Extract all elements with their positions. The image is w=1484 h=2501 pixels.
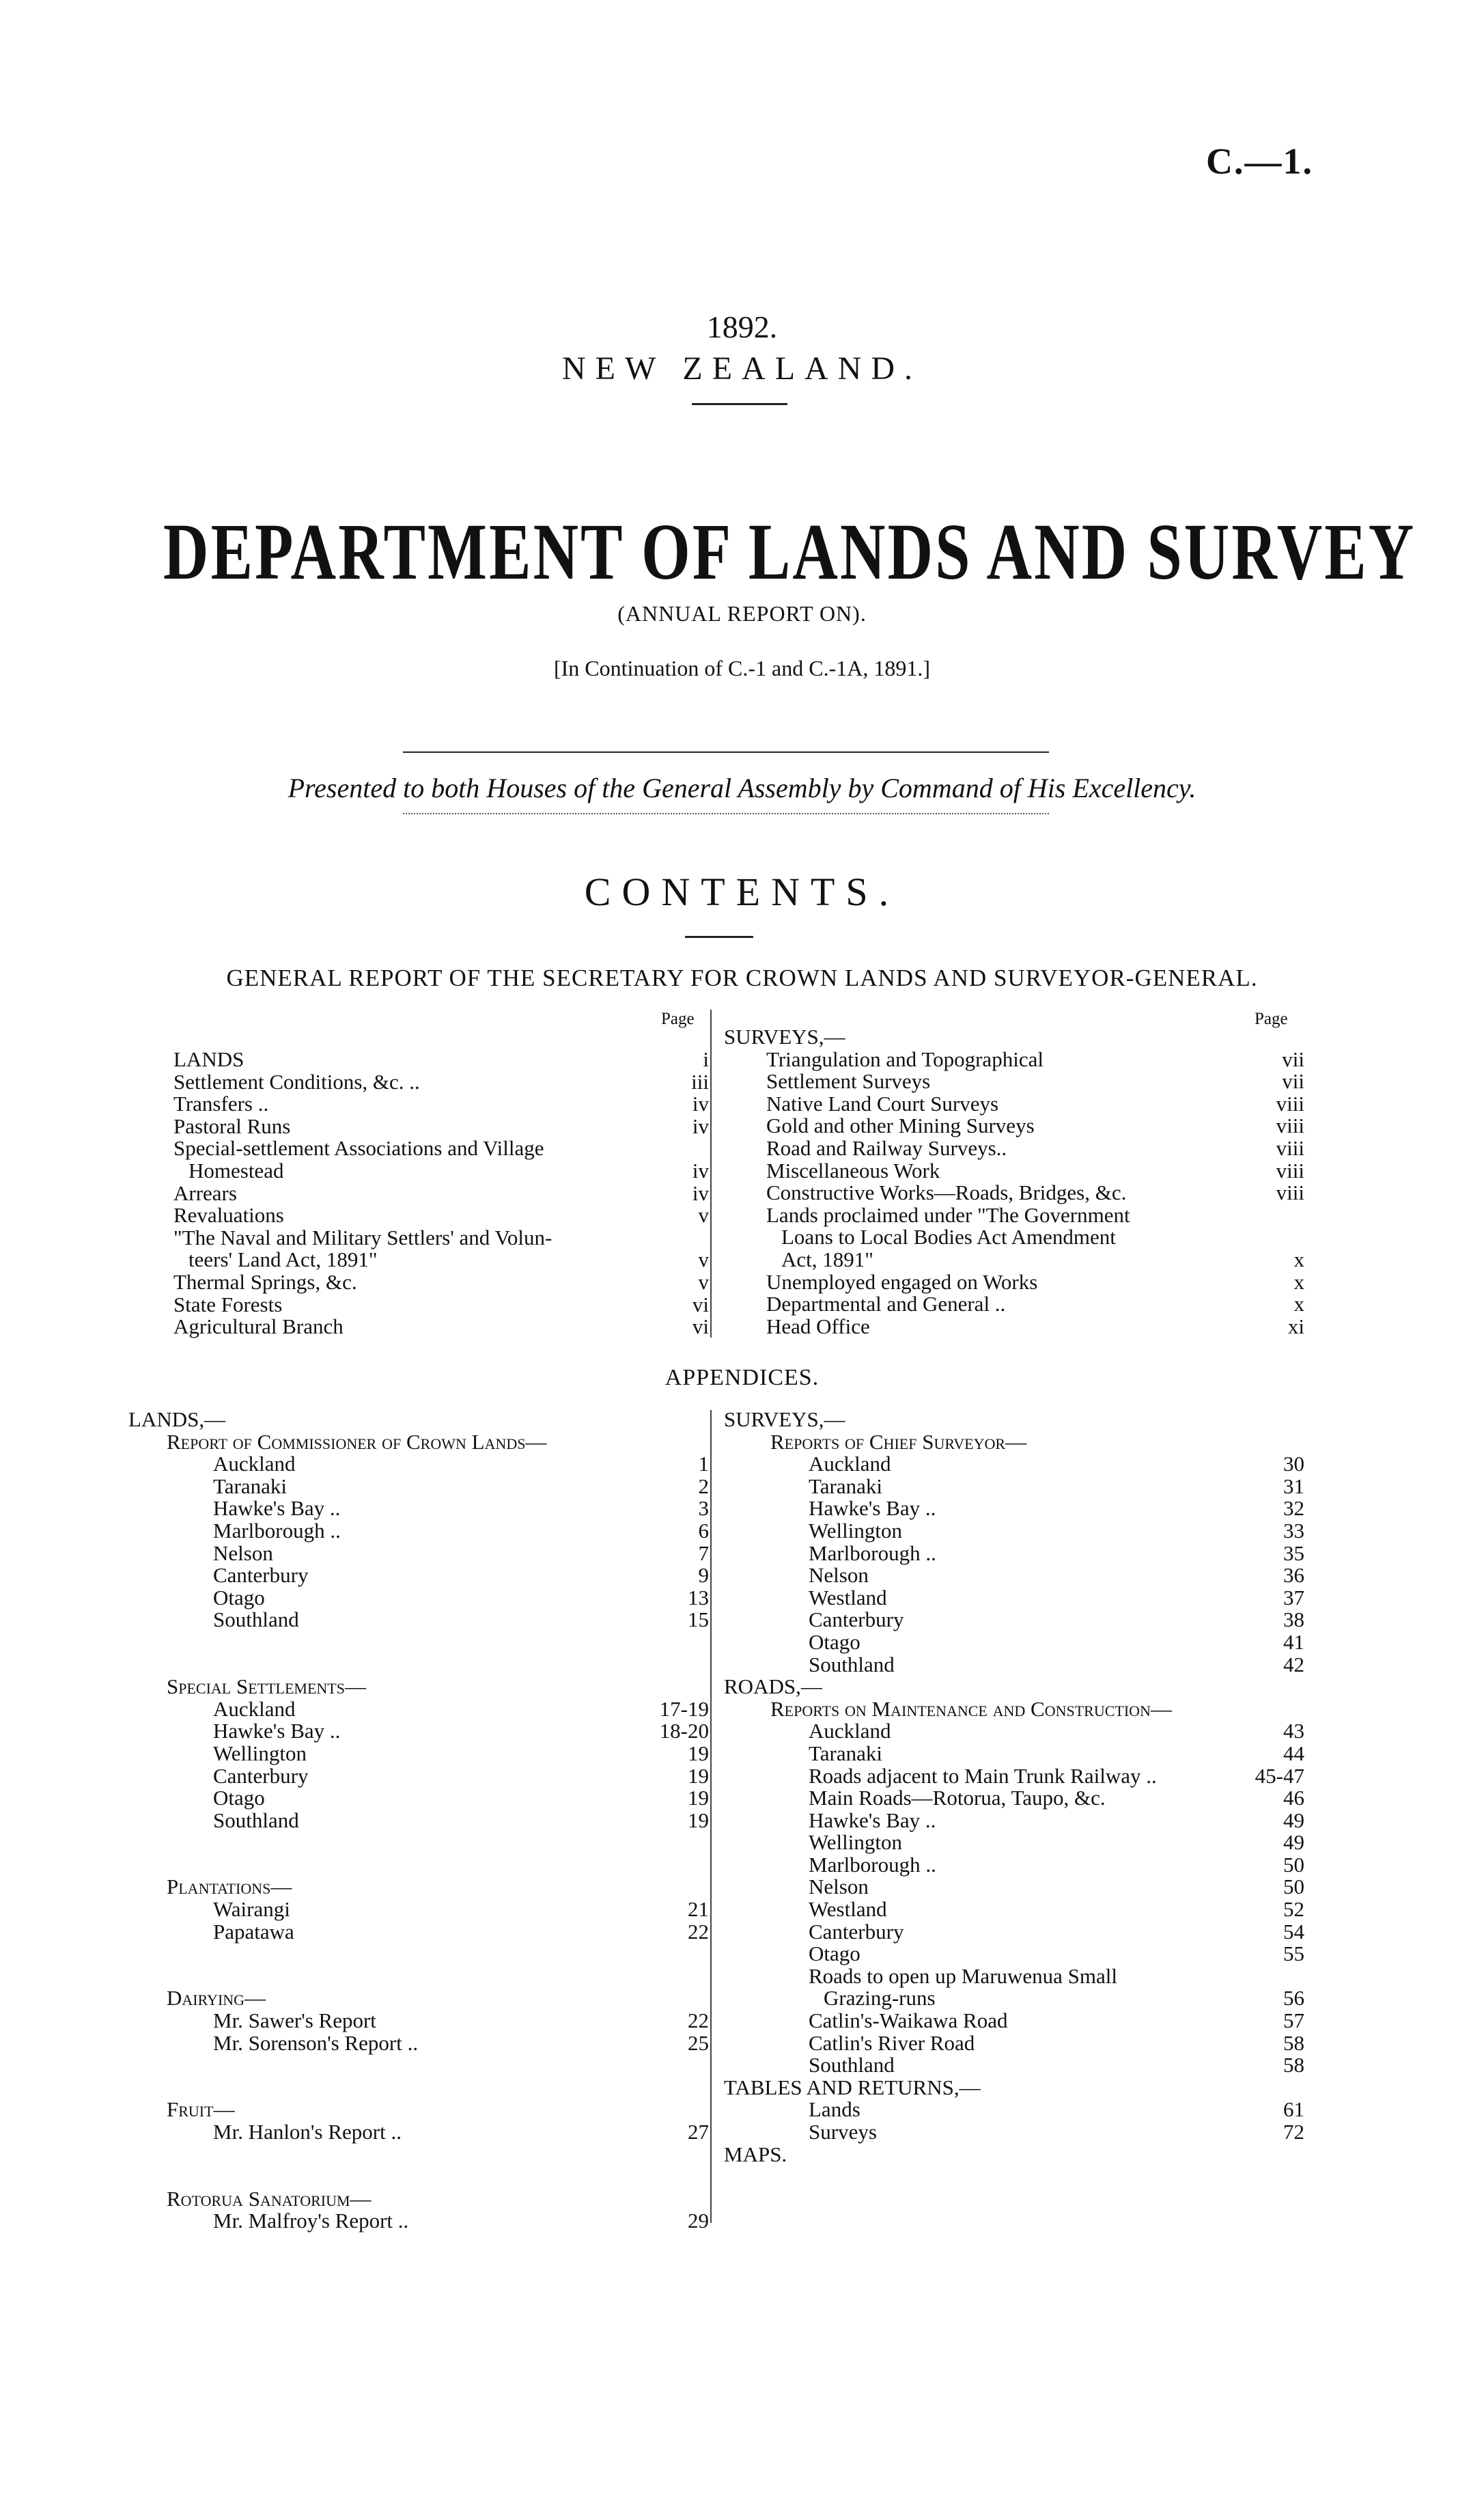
contents-entry: [128, 1854, 709, 1877]
entry-title: Fruit—: [167, 2097, 235, 2122]
entry-page: 22: [688, 1919, 709, 1944]
entry-page: 7: [698, 1540, 709, 1565]
entry-title: Southland: [809, 2053, 895, 2077]
entry-page: vii: [1282, 1069, 1304, 1094]
entry-page: iv: [692, 1158, 709, 1183]
contents-entry: [724, 1409, 1304, 1431]
entry-page: 21: [688, 1897, 709, 1922]
entry-title: Mr. Malfroy's Report ..: [213, 2209, 409, 2233]
entry-page: 44: [1283, 1741, 1304, 1765]
contents-entry: [128, 2054, 709, 2077]
contents-entry: [724, 1316, 1304, 1338]
entry-title: Mr. Sorenson's Report ..: [213, 2030, 419, 2055]
entry-title: Marlborough ..: [213, 1518, 341, 1543]
contents-entry: [128, 1921, 709, 1944]
contents-entry: [128, 1431, 709, 1454]
entry-page: 30: [1283, 1452, 1304, 1476]
entry-title: Mr. Hanlon's Report ..: [213, 2120, 402, 2144]
entry-title: Catlin's-Waikawa Road: [809, 2008, 1008, 2033]
contents-entry: [724, 1810, 1304, 1832]
entry-title: Taranaki: [809, 1741, 882, 1765]
entry-title: Westland: [809, 1897, 887, 1922]
entry-title: State Forests: [173, 1292, 283, 1316]
contents-left-column: [128, 1049, 709, 1338]
contents-entry: [128, 1676, 709, 1698]
contents-entry: [128, 1476, 709, 1498]
entry-page: iv: [692, 1114, 709, 1138]
contents-entry: [128, 2032, 709, 2055]
entry-page: 57: [1283, 2008, 1304, 2033]
contents-entry: [724, 2054, 1304, 2077]
entry-title: teers' Land Act, 1891": [188, 1247, 378, 1272]
entry-title: Hawke's Bay ..: [213, 1496, 341, 1521]
contents-entry: [128, 1765, 709, 1788]
contents-entry: [724, 1943, 1304, 1965]
entry-title: Transfers ..: [173, 1092, 269, 1116]
entry-title: Roads to open up Maruwenua Small: [809, 1963, 1118, 1988]
contents-entry: [128, 1049, 709, 1071]
entry-page: 19: [688, 1763, 709, 1788]
entry-page: 18-20: [659, 1719, 709, 1743]
entry-title: Miscellaneous Work: [766, 1158, 940, 1183]
appendices-right-column: [724, 1409, 1304, 2166]
entry-page: 49: [1283, 1808, 1304, 1832]
entry-page: viii: [1276, 1158, 1304, 1183]
contents-entry: [128, 1227, 709, 1249]
entry-page: v: [698, 1247, 709, 1272]
contents-entry: [724, 1698, 1304, 1721]
entry-title: Mr. Sawer's Report: [213, 2008, 376, 2033]
entry-page: 31: [1283, 1474, 1304, 1498]
contents-entry: [724, 2099, 1304, 2121]
entry-title: Otago: [213, 1585, 265, 1609]
entry-page: 3: [698, 1496, 709, 1521]
entry-title: Nelson: [213, 1540, 273, 1565]
contents-entry: [724, 1271, 1304, 1294]
entry-title: Constructive Works—Roads, Bridges, &c.: [766, 1180, 1127, 1205]
entry-title: Roads adjacent to Main Trunk Railway ..: [809, 1763, 1157, 1788]
entry-title: Canterbury: [809, 1607, 904, 1632]
contents-entry: [128, 1093, 709, 1116]
entry-title: Act, 1891": [781, 1247, 873, 1271]
contents-entry: [724, 1226, 1304, 1249]
contents-entry: [128, 1540, 709, 1565]
entry-title: Revaluations: [173, 1203, 284, 1228]
contents-entry: [724, 1204, 1304, 1227]
entry-page: 35: [1283, 1540, 1304, 1565]
entry-title: Loans to Local Bodies Act Amendment: [781, 1225, 1116, 1249]
entry-title: Plantations—: [167, 1875, 292, 1899]
entry-title: Main Roads—Rotorua, Taupo, &c.: [809, 1786, 1106, 1810]
entry-title: Agricultural Branch: [173, 1314, 344, 1339]
contents-entry: [724, 1249, 1304, 1271]
contents-entry: [724, 1587, 1304, 1609]
contents-entry: [128, 1698, 709, 1721]
entry-page: 32: [1283, 1496, 1304, 1521]
contents-entry: [724, 1987, 1304, 2010]
entry-page: 61: [1283, 2097, 1304, 2122]
long-divider: [403, 751, 1049, 753]
entry-title: Auckland: [213, 1696, 296, 1721]
entry-title: Reports on Maintenance and Construction—: [770, 1696, 1172, 1721]
contents-entry: [128, 1271, 709, 1294]
entry-page: v: [698, 1269, 709, 1294]
contents-entry: [128, 1654, 709, 1676]
entry-title: Native Land Court Surveys: [766, 1091, 999, 1116]
entry-title: Thermal Springs, &c.: [173, 1269, 357, 1294]
entry-title: LANDS: [173, 1047, 244, 1071]
contents-entry: [128, 1204, 709, 1227]
short-divider: [692, 403, 787, 405]
entry-title: Hawke's Bay ..: [213, 1719, 341, 1743]
entry-title: Arrears: [173, 1180, 237, 1205]
contents-entry: [724, 1854, 1304, 1877]
contents-entry: [724, 1631, 1304, 1654]
contents-entry: [128, 1071, 709, 1094]
entry-title: Canterbury: [213, 1563, 309, 1588]
contents-entry: [128, 1609, 709, 1631]
entry-title: ROADS,—: [724, 1674, 822, 1699]
entry-title: LANDS,—: [128, 1407, 226, 1431]
entry-page: 49: [1283, 1830, 1304, 1855]
entry-title: Road and Railway Surveys..: [766, 1135, 1007, 1160]
contents-entry: [128, 1564, 709, 1587]
entry-title: Marlborough ..: [809, 1852, 936, 1877]
entry-title: Lands: [809, 2097, 860, 2122]
contents-entry: [128, 1743, 709, 1765]
entry-title: Otago: [809, 1629, 860, 1654]
contents-entry: [724, 1787, 1304, 1810]
contents-entry: [128, 1497, 709, 1520]
entry-page: xi: [1287, 1314, 1304, 1338]
contents-entry: [128, 2144, 709, 2166]
entry-page: 58: [1283, 2030, 1304, 2055]
contents-entry: [128, 1116, 709, 1138]
entry-title: Lands proclaimed under "The Government: [766, 1202, 1130, 1227]
entry-page: 37: [1283, 1585, 1304, 1609]
entry-title: Triangulation and Topographical: [766, 1047, 1044, 1071]
entry-title: MAPS.: [724, 2142, 787, 2166]
entry-title: Catlin's River Road: [809, 2030, 975, 2055]
contents-entry: [128, 2188, 709, 2211]
contents-entry: [128, 1587, 709, 1609]
contents-entry: [128, 1787, 709, 1810]
entry-page: x: [1293, 1292, 1304, 1316]
continuation-note: [In Continuation of C.-1 and C.-1A, 1891.]: [553, 656, 931, 680]
contents-entry: [128, 1294, 709, 1316]
contents-entry: [724, 1093, 1304, 1116]
entry-title: Head Office: [766, 1314, 870, 1338]
contents-entry: [128, 1898, 709, 1921]
entry-page: 36: [1283, 1563, 1304, 1588]
entry-title: Special-settlement Associations and Village: [173, 1136, 544, 1161]
entry-title: Auckland: [809, 1719, 891, 1743]
page-title: DEPARTMENT OF LANDS AND SURVEY: [163, 507, 1416, 596]
contents-entry: [724, 1115, 1304, 1137]
entry-title: Grazing-runs: [824, 1986, 936, 2011]
contents-entry: [128, 2210, 709, 2233]
entry-page: 43: [1283, 1719, 1304, 1743]
entry-page: x: [1293, 1269, 1304, 1294]
entry-page: 1: [698, 1452, 709, 1476]
entry-page: vii: [1282, 1047, 1304, 1071]
contents-entry: [724, 1832, 1304, 1854]
entry-title: Southland: [213, 1607, 299, 1632]
entry-page: 9: [698, 1563, 709, 1588]
entry-title: Special Settlements—: [167, 1674, 366, 1699]
contents-entry: [724, 1676, 1304, 1698]
contents-entry: [724, 1070, 1304, 1093]
entry-title: Unemployed engaged on Works: [766, 1269, 1038, 1294]
contents-entry: [128, 2121, 709, 2144]
contents-entry: [128, 1876, 709, 1898]
entry-page: iii: [691, 1069, 709, 1094]
entry-page: viii: [1276, 1135, 1304, 1160]
appendices-left-column: [128, 1409, 709, 2233]
general-report-title: GENERAL REPORT OF THE SECRETARY FOR CROWN LANDS AND SURVEYOR-GENERAL.: [226, 965, 1258, 991]
entry-page: 29: [688, 2209, 709, 2233]
contents-entry: [128, 2077, 709, 2099]
entry-page: 15: [688, 1607, 709, 1632]
entry-title: Otago: [809, 1942, 860, 1966]
contents-entry: [128, 1180, 709, 1205]
contents-entry: [128, 1720, 709, 1743]
entry-title: Homestead: [188, 1158, 284, 1183]
entry-page: 2: [698, 1474, 709, 1498]
contents-entry: [724, 1293, 1304, 1316]
contents-entry: [724, 1743, 1304, 1765]
entry-title: Otago: [213, 1786, 265, 1810]
entry-title: Auckland: [809, 1452, 891, 1476]
entry-page: 56: [1283, 1986, 1304, 2011]
contents-entry: [128, 1316, 709, 1338]
entry-title: Settlement Conditions, &c. ..: [173, 1069, 420, 1094]
surveys-heading: SURVEYS,—: [724, 1025, 845, 1049]
entry-title: Settlement Surveys: [766, 1069, 931, 1094]
entry-page: 46: [1283, 1786, 1304, 1810]
contents-heading: CONTENTS.: [584, 870, 900, 914]
contents-divider: [685, 936, 753, 938]
contents-right-column: [724, 1026, 1304, 1338]
entry-title: Marlborough ..: [809, 1540, 936, 1565]
contents-entry: [724, 2010, 1304, 2032]
contents-entry: [724, 2121, 1304, 2144]
contents-entry: [724, 1720, 1304, 1743]
contents-entry: [128, 1631, 709, 1654]
entry-title: Wellington: [809, 1830, 902, 1855]
entry-page: 22: [688, 2008, 709, 2033]
entry-title: Taranaki: [213, 1474, 287, 1498]
entry-title: SURVEYS,—: [724, 1407, 845, 1431]
entry-page: 52: [1283, 1897, 1304, 1922]
entry-title: Papatawa: [213, 1919, 294, 1944]
contents-entry: [128, 2099, 709, 2121]
contents-entry: [724, 1049, 1304, 1071]
contents-entry: [128, 1249, 709, 1271]
entry-page: 13: [688, 1585, 709, 1609]
contents-column-divider: [710, 1010, 712, 1338]
entry-title: Canterbury: [809, 1919, 904, 1944]
appendices-column-divider: [710, 1410, 712, 2223]
page-column-label-left: Page: [661, 1010, 695, 1028]
contents-entry: [724, 1965, 1304, 1988]
entry-title: Hawke's Bay ..: [809, 1496, 936, 1521]
contents-entry: [724, 1520, 1304, 1543]
entry-page: 42: [1283, 1652, 1304, 1676]
entry-page: 19: [688, 1786, 709, 1810]
entry-title: Southland: [809, 1652, 895, 1676]
entry-title: "The Naval and Military Settlers' and Volun-: [173, 1225, 552, 1249]
entry-page: viii: [1276, 1114, 1304, 1138]
entry-title: Auckland: [213, 1452, 296, 1476]
entry-page: viii: [1276, 1180, 1304, 1205]
entry-page: 19: [688, 1808, 709, 1832]
page-column-label-right: Page: [1255, 1010, 1288, 1028]
contents-entry: [724, 1182, 1304, 1204]
contents-entry: [724, 1898, 1304, 1921]
entry-page: 25: [688, 2030, 709, 2055]
entry-title: Nelson: [809, 1875, 869, 1899]
contents-entry: [724, 1876, 1304, 1898]
contents-entry: [128, 1943, 709, 1965]
entry-page: 55: [1283, 1942, 1304, 1966]
contents-entry: [724, 2144, 1304, 2166]
contents-entry: [128, 1453, 709, 1476]
contents-entry: [128, 1409, 709, 1431]
entry-page: 45-47: [1255, 1763, 1304, 1788]
country-title: NEW ZEALAND.: [561, 350, 923, 387]
contents-entry: [128, 2010, 709, 2032]
contents-entry: [724, 1476, 1304, 1498]
entry-title: Departmental and General ..: [766, 1292, 1006, 1316]
entry-title: Canterbury: [213, 1763, 309, 1788]
entry-page: vi: [692, 1292, 709, 1316]
entry-title: Reports of Chief Surveyor—: [770, 1429, 1027, 1454]
entry-page: viii: [1276, 1091, 1304, 1116]
report-subtitle: (ANNUAL REPORT ON).: [617, 601, 867, 626]
entry-page: 50: [1283, 1852, 1304, 1877]
entry-page: 19: [688, 1741, 709, 1765]
entry-title: Rotorua Sanatorium—: [167, 2186, 372, 2211]
entry-page: 33: [1283, 1518, 1304, 1543]
appendices-heading: APPENDICES.: [664, 1365, 820, 1390]
contents-entry: [724, 1540, 1304, 1565]
contents-entry: [128, 1810, 709, 1832]
entry-page: 17-19: [659, 1696, 709, 1721]
entry-title: Wellington: [809, 1518, 902, 1543]
entry-title: Wellington: [213, 1741, 307, 1765]
contents-entry: [724, 1765, 1304, 1788]
entry-page: 50: [1283, 1875, 1304, 1899]
contents-entry: [128, 2166, 709, 2188]
contents-entry: [128, 1137, 709, 1160]
contents-entry: [128, 1987, 709, 2010]
contents-entry: [724, 1453, 1304, 1476]
entry-title: Dairying—: [167, 1986, 266, 2011]
entry-page: 41: [1283, 1629, 1304, 1654]
entry-page: 27: [688, 2120, 709, 2144]
contents-entry: [724, 2077, 1304, 2099]
entry-title: Hawke's Bay ..: [809, 1808, 936, 1832]
entry-title: Pastoral Runs: [173, 1114, 291, 1138]
entry-title: Report of Commissioner of Crown Lands—: [167, 1429, 547, 1454]
entry-title: Surveys: [809, 2120, 877, 2144]
entry-page: v: [698, 1203, 709, 1228]
contents-entry: [724, 2032, 1304, 2055]
entry-title: Southland: [213, 1808, 299, 1832]
entry-page: 38: [1283, 1607, 1304, 1632]
entry-title: Wairangi: [213, 1897, 290, 1922]
entry-title: Nelson: [809, 1563, 869, 1588]
entry-title: TABLES AND RETURNS,—: [724, 2075, 981, 2099]
report-year: 1892.: [706, 309, 778, 344]
presented-statement: Presented to both Houses of the General Assembly by Command of His Excellency.: [288, 773, 1196, 803]
entry-title: Gold and other Mining Surveys: [766, 1114, 1035, 1138]
entry-page: 6: [698, 1518, 709, 1543]
contents-entry: [128, 1832, 709, 1854]
entry-page: i: [703, 1047, 709, 1071]
contents-entry: [724, 1921, 1304, 1944]
contents-entry: [128, 1160, 709, 1183]
contents-entry: [724, 1160, 1304, 1183]
contents-entry: [128, 1520, 709, 1543]
contents-entry: [724, 1137, 1304, 1160]
entry-page: 72: [1283, 2120, 1304, 2144]
contents-entry: [724, 1609, 1304, 1631]
contents-entry: [724, 1654, 1304, 1676]
contents-entry: [724, 1431, 1304, 1454]
document-reference: C.—1.: [1206, 141, 1313, 182]
entry-page: iv: [692, 1092, 709, 1116]
contents-entry: [128, 1965, 709, 1988]
entry-page: vi: [692, 1314, 709, 1339]
entry-title: Taranaki: [809, 1474, 882, 1498]
contents-entry: [724, 1497, 1304, 1520]
entry-page: 58: [1283, 2053, 1304, 2077]
entry-title: Westland: [809, 1585, 887, 1609]
dashed-divider: [403, 813, 1049, 814]
entry-page: x: [1293, 1247, 1304, 1271]
contents-entry: [724, 1564, 1304, 1587]
entry-page: iv: [692, 1180, 709, 1205]
entry-page: 54: [1283, 1919, 1304, 1944]
